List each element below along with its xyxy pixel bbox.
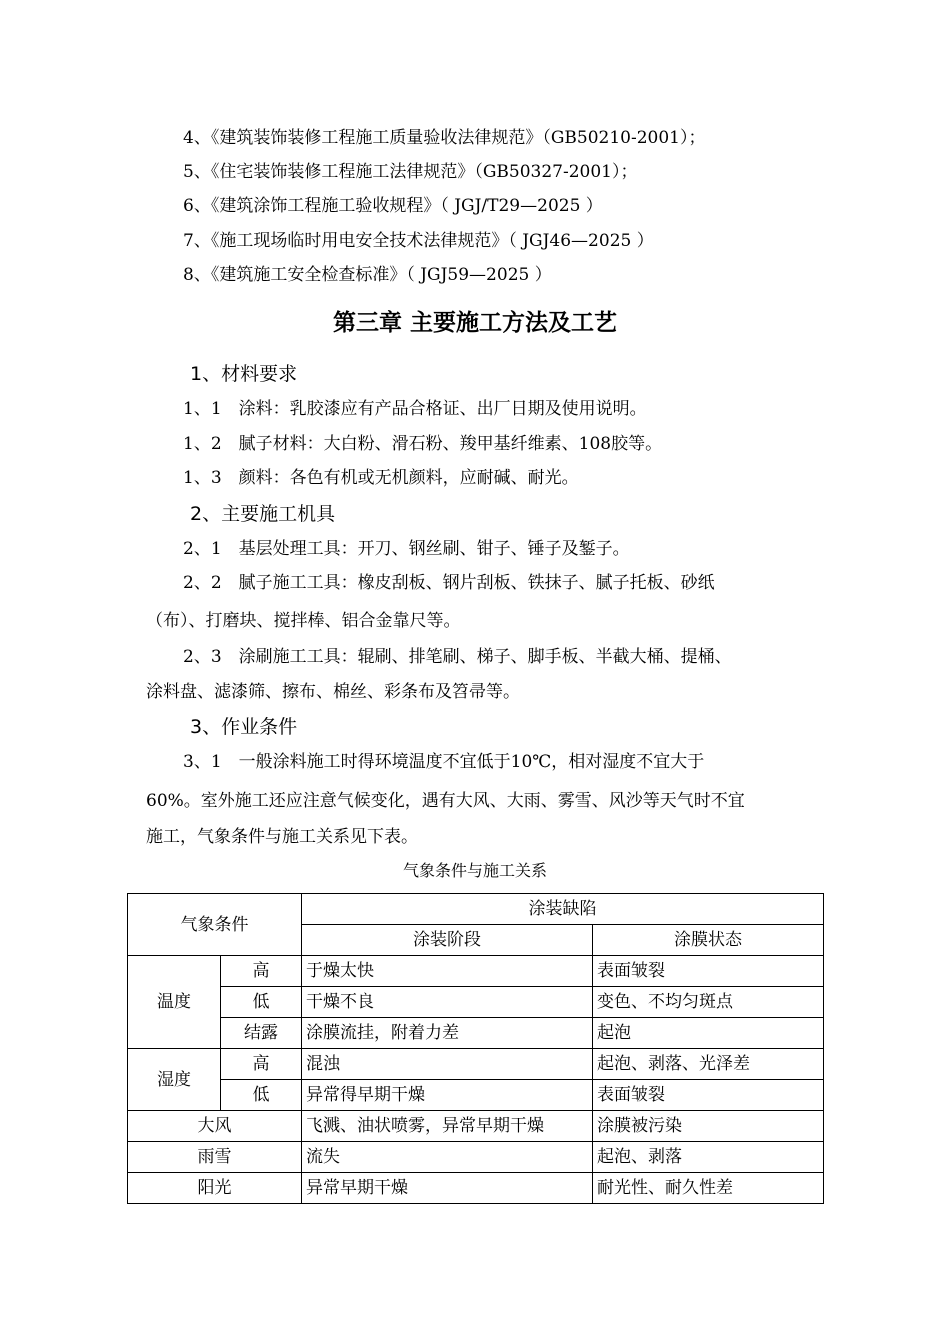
group-cell-sunlight: 阳光 bbox=[128, 1173, 302, 1204]
header-cell-stage: 涂装阶段 bbox=[302, 925, 593, 956]
table-row bbox=[128, 1018, 824, 1049]
film-cell: 变色、不均匀斑点 bbox=[593, 987, 824, 1018]
table-row bbox=[128, 1049, 824, 1080]
film-cell: 涂膜被污染 bbox=[593, 1111, 824, 1142]
film-cell: 起泡、剥落 bbox=[593, 1142, 824, 1173]
paragraph-3-1-line2: 60%。室外施工还应注意气候变化，遇有大风、大雨、雾雪、风沙等天气时不宜 bbox=[146, 791, 745, 811]
table-row bbox=[128, 1173, 824, 1204]
section-heading-conditions: 3、作业条件 bbox=[190, 716, 298, 738]
level-cell: 高 bbox=[221, 956, 302, 987]
paragraph-1-2: 1、2 腻子材料：大白粉、滑石粉、羧甲基纤维素、108胶等。 bbox=[183, 434, 663, 454]
stage-cell: 干燥不良 bbox=[302, 987, 593, 1018]
paragraph-2-3-line1: 2、3 涂刷施工工具：辊刷、排笔刷、梯子、脚手板、半截大桶、提桶、 bbox=[183, 647, 732, 667]
reference-item-7: 7、《施工现场临时用电安全技术法律规范》（ JGJ46—2025 ） bbox=[183, 231, 654, 251]
paragraph-3-1-line1: 3、1 一般涂料施工时得环境温度不宜低于10℃，相对湿度不宜大于 bbox=[183, 752, 705, 772]
paragraph-2-1: 2、1 基层处理工具：开刀、钢丝刷、钳子、锤子及錾子。 bbox=[183, 539, 630, 559]
paragraph-1-3: 1、3 颜料：各色有机或无机颜料，应耐碱、耐光。 bbox=[183, 468, 579, 488]
film-cell: 表面皱裂 bbox=[593, 1080, 824, 1111]
stage-cell: 飞溅、油状喷雾，异常早期干燥 bbox=[302, 1111, 593, 1142]
table-header-row bbox=[128, 894, 824, 925]
reference-item-8: 8、《建筑施工安全检查标准》（ JGJ59—2025 ） bbox=[183, 265, 552, 285]
chapter-title: 第三章 主要施工方法及工艺 bbox=[332, 310, 617, 336]
table-row bbox=[128, 1080, 824, 1111]
paragraph-2-2-line1: 2、2 腻子施工工具：橡皮刮板、钢片刮板、铁抹子、腻子托板、砂纸 bbox=[183, 573, 715, 593]
group-cell-humidity: 湿度 bbox=[128, 1049, 221, 1111]
table-row bbox=[128, 1111, 824, 1142]
section-heading-materials: 1、材料要求 bbox=[190, 363, 298, 385]
group-cell-rain-snow: 雨雪 bbox=[128, 1142, 302, 1173]
stage-cell: 异常得早期干燥 bbox=[302, 1080, 593, 1111]
stage-cell: 混浊 bbox=[302, 1049, 593, 1080]
level-cell: 结露 bbox=[221, 1018, 302, 1049]
level-cell: 高 bbox=[221, 1049, 302, 1080]
paragraph-2-3-line2: 涂料盘、滤漆筛、擦布、棉丝、彩条布及笤帚等。 bbox=[146, 682, 520, 702]
table-caption: 气象条件与施工关系 bbox=[402, 861, 547, 880]
reference-item-4: 4、《建筑装饰装修工程施工质量验收法律规范》（GB50210-2001）； bbox=[183, 128, 706, 148]
reference-item-5: 5、《住宅装饰装修工程施工法律规范》（GB50327-2001）； bbox=[183, 162, 638, 182]
table-row bbox=[128, 956, 824, 987]
stage-cell: 异常早期干燥 bbox=[302, 1173, 593, 1204]
paragraph-2-2-line2: （布）、打磨块、搅拌棒、铝合金靠尺等。 bbox=[146, 611, 461, 631]
weather-construction-table bbox=[127, 893, 824, 1204]
film-cell: 耐光性、耐久性差 bbox=[593, 1173, 824, 1204]
table-row bbox=[128, 987, 824, 1018]
paragraph-3-1-line3: 施工，气象条件与施工关系见下表。 bbox=[146, 827, 418, 847]
stage-cell: 于燥太快 bbox=[302, 956, 593, 987]
header-cell-defect: 涂装缺陷 bbox=[302, 894, 824, 925]
level-cell: 低 bbox=[221, 987, 302, 1018]
table-row bbox=[128, 1142, 824, 1173]
paragraph-1-1: 1、1 涂料：乳胶漆应有产品合格证、出厂日期及使用说明。 bbox=[183, 399, 647, 419]
group-cell-temperature: 温度 bbox=[128, 956, 221, 1049]
film-cell: 起泡、剥落、光泽差 bbox=[593, 1049, 824, 1080]
reference-item-6: 6、《建筑涂饰工程施工验收规程》（ JGJ/T29—2025 ） bbox=[183, 196, 603, 216]
header-cell-condition: 气象条件 bbox=[128, 894, 302, 956]
section-heading-tools: 2、主要施工机具 bbox=[190, 503, 336, 525]
film-cell: 起泡 bbox=[593, 1018, 824, 1049]
group-cell-wind: 大风 bbox=[128, 1111, 302, 1142]
film-cell: 表面皱裂 bbox=[593, 956, 824, 987]
level-cell: 低 bbox=[221, 1080, 302, 1111]
header-cell-film: 涂膜状态 bbox=[593, 925, 824, 956]
stage-cell: 流失 bbox=[302, 1142, 593, 1173]
stage-cell: 涂膜流挂，附着力差 bbox=[302, 1018, 593, 1049]
